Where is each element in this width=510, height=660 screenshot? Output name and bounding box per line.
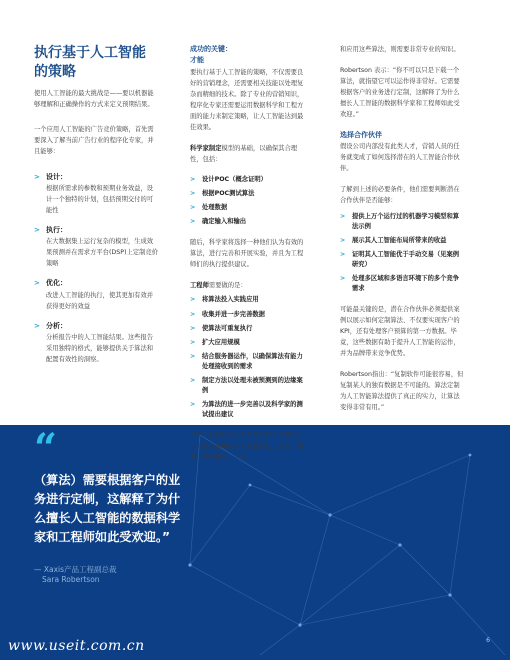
list-item xyxy=(190,175,308,185)
intro-paragraph-2: 一个应用人工智能的广告竞价策略，首先需要深入了解当前广告行业的程序化专家，并且能够： xyxy=(34,125,154,155)
chevron-right-icon: > xyxy=(190,218,196,226)
chevron-right-icon: > xyxy=(190,338,196,346)
chevron-right-icon: > xyxy=(190,376,196,384)
list-item-text: 根据POC测试算法 xyxy=(202,190,255,198)
section-body: 在大数据集上运行复杂的模型，生成效果预测并在需求方平台(DSP)上定制竞价策略 xyxy=(46,238,159,268)
column-right xyxy=(340,44,464,413)
list-item-text: 展示其人工智能布局所带来的收益 xyxy=(352,236,447,244)
section-heading: 分析： xyxy=(46,321,67,330)
list-item xyxy=(190,400,308,420)
intro-paragraph: 使用人工智能的最大挑战是——要以机器能够理解和正确操作的方式来定义预期结果。 xyxy=(34,89,154,108)
scientist-label: 科学家制定 xyxy=(190,145,222,153)
column-left xyxy=(34,44,158,373)
chevron-right-icon: > xyxy=(190,176,196,184)
list-item-text: 扩大应用规模 xyxy=(202,338,240,346)
robertson-quote-paragraph: Robertson 表示：“你不可以只是下载一个算法，就指望它可以运作得非常好。它需要根据客户的业务进行定制，这解释了为什么擅长人工智能的数据科学家和工程师如此受欢迎。” xyxy=(340,67,460,119)
chevron-right-icon: > xyxy=(34,226,40,235)
list-item-text: 制定方法以处理未被预测到的边缘案例 xyxy=(202,376,303,394)
section-heading-keys: 成功的关键： xyxy=(190,45,232,53)
partner-paragraph: 假设公司内部没有此类人才，营销人员的任务就变成了如何选择潜在的人工智能合作伙伴。 xyxy=(340,142,460,172)
column-middle xyxy=(190,44,308,463)
algorithm-paragraph: 随后，科学家将选择一种他们认为有效的算法，进行完善和开展实验，并且为工程师们的执行提供建议。 xyxy=(190,239,304,269)
scientist-list xyxy=(190,175,308,227)
chevron-right-icon: > xyxy=(34,321,40,330)
scientist-text: 模型的基础，以确保其合理性，包括： xyxy=(190,145,298,164)
list-item-text: 设计POC（概念证明） xyxy=(202,176,267,184)
list-item xyxy=(190,352,308,372)
chevron-right-icon: > xyxy=(190,296,196,304)
list-item xyxy=(340,250,464,270)
section-execute xyxy=(34,224,158,269)
engineer-text: 需要做的是： xyxy=(208,282,247,290)
list-item xyxy=(340,274,464,294)
chevron-right-icon: > xyxy=(190,352,196,360)
list-item xyxy=(190,310,308,320)
conclusion-paragraph: 虽然可以通过顶尖科学家社区免费获取人工智能应用中的很多最佳算法，然而，想要巧妙地组合，定制 xyxy=(190,432,304,462)
list-item-text: 处理数据 xyxy=(202,204,228,212)
list-item xyxy=(190,338,308,348)
page-number: 6 xyxy=(486,637,490,644)
list-item-text: 结合服务器运作，以确保算法有能力处理接收到的需求 xyxy=(202,352,303,370)
list-item-text: 使算法可重复执行 xyxy=(202,324,253,332)
chevron-right-icon: > xyxy=(340,236,346,244)
kpi-paragraph: 可能最关键的是，潜在合作伙伴必须提供案例以展示如何定制算法、不仅要实现客户的KPI，还有处理客户预算的第一方数据。毕竟，这些数据有助于提升人工智能的运作，并为品牌带来竞争优势。 xyxy=(340,306,460,358)
list-item xyxy=(190,203,308,213)
chevron-right-icon: > xyxy=(34,279,40,288)
list-item-text: 为算法的进一步完善以及科学家的测试提出建议 xyxy=(202,400,303,418)
section-body: 分析报告中的人工智能结果。这些报告采用独特的格式，能够提供关于算法和配置有效性的洞察。 xyxy=(46,333,154,364)
list-item-text: 确定输入和输出 xyxy=(202,218,247,226)
attribution-title: — Xaxis产品工程副总裁 xyxy=(34,564,117,574)
list-item-text: 提供上万个运行过的机器学习模型和算法示例 xyxy=(352,212,460,230)
section-heading: 执行： xyxy=(46,226,67,235)
page-title: 执行基于人工智能的策略 xyxy=(34,45,146,80)
chevron-right-icon: > xyxy=(34,172,40,181)
quote-mark-icon: “ xyxy=(34,425,58,472)
list-item-text: 证明其人工智能优于手动交易（见案例研究） xyxy=(352,250,460,268)
section-heading: 优化： xyxy=(46,279,67,288)
section-analyze xyxy=(34,320,158,365)
chevron-right-icon: > xyxy=(190,190,196,198)
chevron-right-icon: > xyxy=(340,212,346,220)
engineer-list xyxy=(190,295,308,420)
section-heading-partner: 选择合作伙伴 xyxy=(340,131,382,140)
partner-criteria-list xyxy=(340,212,464,294)
section-design xyxy=(34,171,158,216)
list-item-text: 收集并进一步完善数据 xyxy=(202,310,265,318)
chevron-right-icon: > xyxy=(190,324,196,332)
attribution-name: Sara Robertson xyxy=(42,575,100,585)
continued-paragraph: 和应用这些算法，则需要非常专业的知识。 xyxy=(340,46,460,53)
engineer-label: 工程师 xyxy=(190,282,209,290)
section-heading: 设计： xyxy=(46,172,67,181)
list-item xyxy=(190,324,308,334)
engineer-paragraph xyxy=(190,280,308,291)
quote-text: （算法）需要根据客户的业务进行定制，这解释了为什么擅长人工智能的数据科学家和工程师如此受欢迎。” xyxy=(34,473,181,544)
chevron-right-icon: > xyxy=(190,400,196,408)
quote-attribution xyxy=(34,565,184,586)
watermark: www.useit.com.cn xyxy=(8,638,145,654)
list-item xyxy=(190,295,308,305)
list-item-text: 处理多区域和多语言环境下的多个竞争需求 xyxy=(352,274,460,293)
section-body: 根据所需求的参数和预期业务效益，设计一个独特的计划，包括预期交付的可能性 xyxy=(46,185,154,215)
list-item-text: 将算法投入实践应用 xyxy=(202,296,259,304)
chevron-right-icon: > xyxy=(340,274,346,282)
list-item xyxy=(190,217,308,227)
list-item xyxy=(340,236,464,246)
chevron-right-icon: > xyxy=(190,204,196,212)
scientist-paragraph xyxy=(190,143,308,165)
list-item xyxy=(190,376,308,396)
section-body: 改进人工智能的执行，使其更加有效并获得更好的效益 xyxy=(46,291,154,310)
list-item xyxy=(340,212,464,232)
criteria-paragraph: 了解到上述的必要条件，他们需要判断潜在合作伙伴是否能够： xyxy=(340,185,460,204)
talent-paragraph: 要执行基于人工智能的策略，不仅需要良好的营销理念，还需要相关技能以处理复杂而精细的技术。除了专业的营销知识，程序化专家还需要运用数据科学和工程方面的能力来制定策略，让人工智能达到最佳效果。 xyxy=(190,69,304,132)
chevron-right-icon: > xyxy=(340,250,346,258)
chevron-right-icon: > xyxy=(190,310,196,318)
list-item xyxy=(190,189,308,199)
section-subheading-talent: 才能 xyxy=(190,55,204,64)
section-optimize xyxy=(34,277,158,311)
robertson-closing-paragraph: Robertson指出：“复制软件可能很容易，但复制某人的独有数据是不可能的。算法定制为人工智能算法提供了真正的实力，让算法变得非常有用。” xyxy=(340,371,464,412)
pull-quote xyxy=(34,425,184,660)
